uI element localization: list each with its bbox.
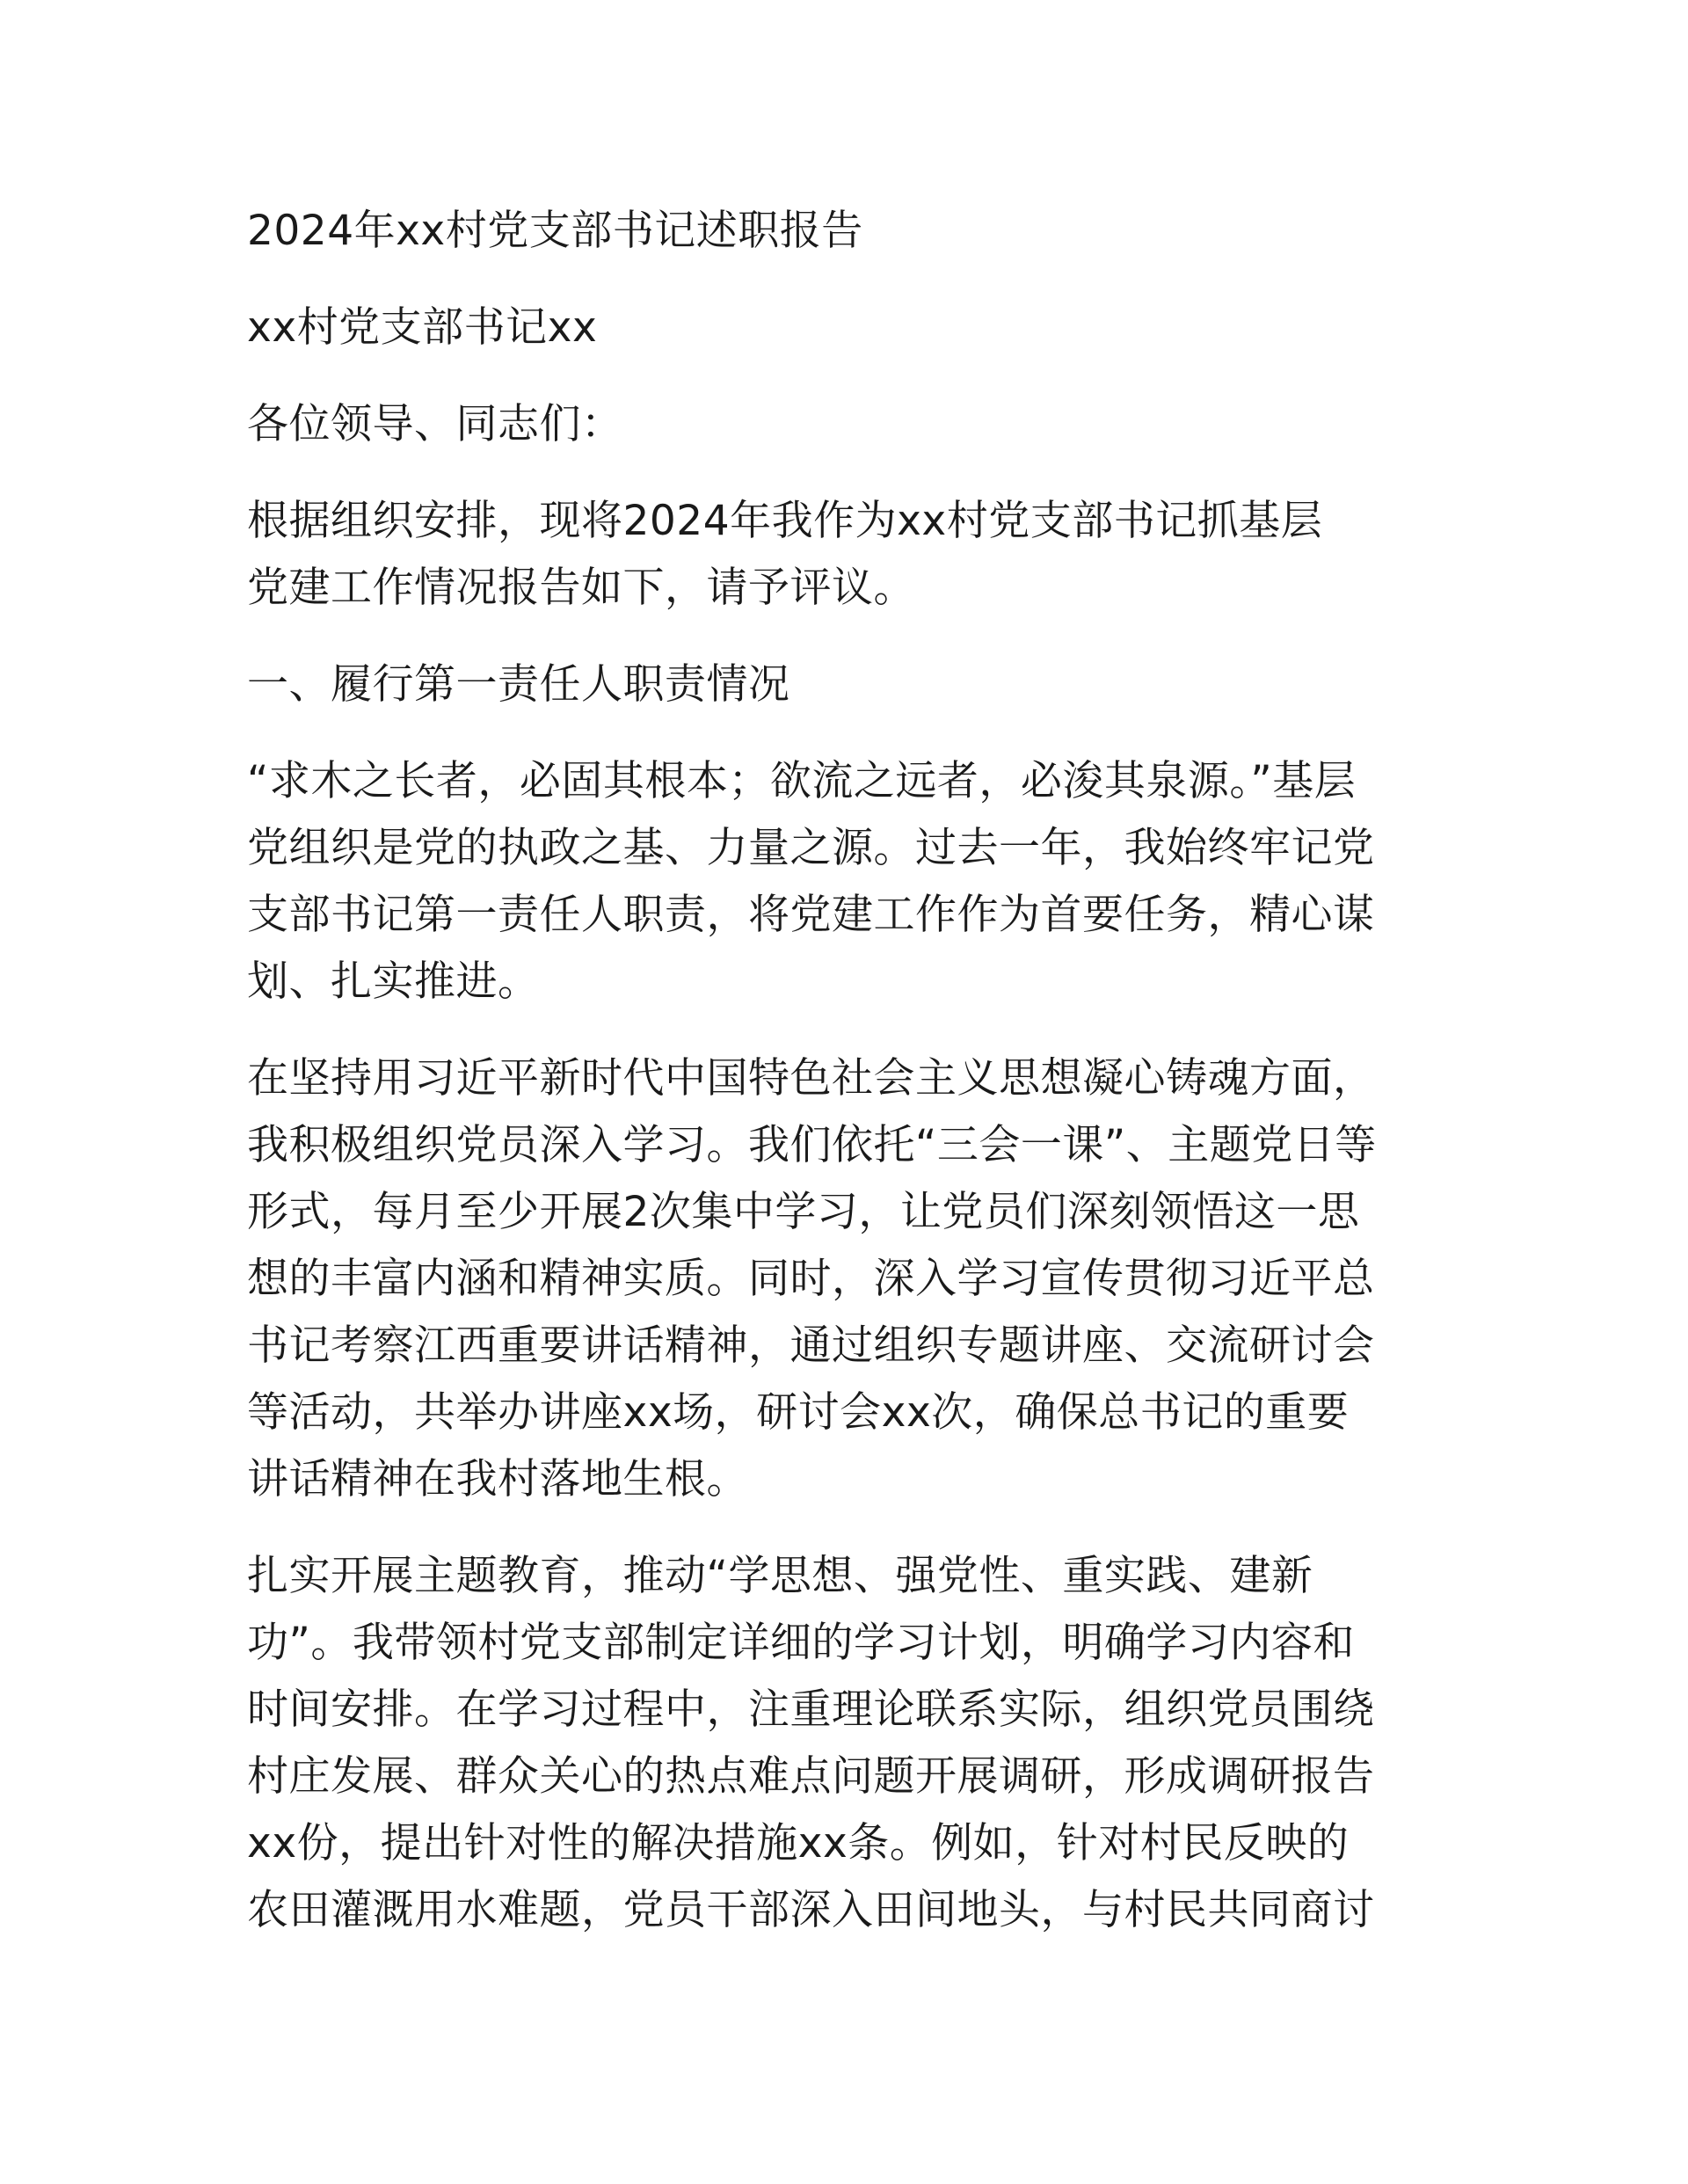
paragraph-line: 书记考察江西重要讲话精神，通过组织专题讲座、交流研讨会	[247, 1321, 1375, 1370]
paragraph-line: 讲话精神在我村落地生根。	[247, 1455, 748, 1503]
paragraph-1	[247, 748, 1447, 1016]
greeting	[247, 391, 1447, 458]
paragraph-2	[247, 1045, 1447, 1513]
paragraph-line: “求木之长者，必固其根本；欲流之远者，必浚其泉源。”基层	[247, 757, 1357, 805]
author-text: xx村党支部书记xx	[247, 303, 598, 352]
intro-line: 党建工作情况报告如下，请予评议。	[247, 564, 915, 612]
paragraph-line: 功”。我带领村党支部制定详细的学习计划，明确学习内容和	[247, 1619, 1355, 1667]
intro-paragraph	[247, 488, 1447, 622]
paragraph-line: 我积极组织党员深入学习。我们依托“三会一课”、主题党日等	[247, 1121, 1377, 1169]
paragraph-line: 时间安排。在学习过程中，注重理论联系实际，组织党员围绕	[247, 1685, 1375, 1734]
document-body	[247, 198, 1447, 1944]
paragraph-line: xx份，提出针对性的解决措施xx条。例如，针对村民反映的	[247, 1819, 1350, 1867]
paragraph-line: 村庄发展、群众关心的热点难点问题开展调研，形成调研报告	[247, 1752, 1375, 1801]
greeting-text: 各位领导、同志们：	[247, 400, 623, 448]
paragraph-line: 支部书记第一责任人职责，将党建工作作为首要任务，精心谋	[247, 891, 1375, 939]
paragraph-line: 党组织是党的执政之基、力量之源。过去一年，我始终牢记党	[247, 824, 1375, 872]
paragraph-line: 在坚持用习近平新时代中国特色社会主义思想凝心铸魂方面，	[247, 1054, 1375, 1103]
intro-line: 根据组织安排，现将2024年我作为xx村党支部书记抓基层	[247, 497, 1323, 545]
section-heading-text: 一、履行第一责任人职责情况	[247, 660, 790, 709]
paragraph-line: 划、扎实推进。	[247, 957, 540, 1006]
paragraph-line: 形式，每月至少开展2次集中学习，让党员们深刻领悟这一思	[247, 1188, 1360, 1236]
author-line	[247, 295, 1447, 361]
document-title	[247, 198, 1447, 265]
paragraph-line: 等活动，共举办讲座xx场，研讨会xx次，确保总书记的重要	[247, 1388, 1350, 1437]
paragraph-line: 扎实开展主题教育，推动“学思想、强党性、重实践、建新	[247, 1552, 1313, 1600]
paragraph-line: 农田灌溉用水难题，党员干部深入田间地头，与村民共同商讨	[247, 1886, 1375, 1934]
paragraph-line: 想的丰富内涵和精神实质。同时，深入学习宣传贯彻习近平总	[247, 1255, 1375, 1303]
title-text: 2024年xx村党支部书记述职报告	[247, 207, 863, 255]
paragraph-3	[247, 1543, 1447, 1944]
section-heading	[247, 652, 1447, 718]
